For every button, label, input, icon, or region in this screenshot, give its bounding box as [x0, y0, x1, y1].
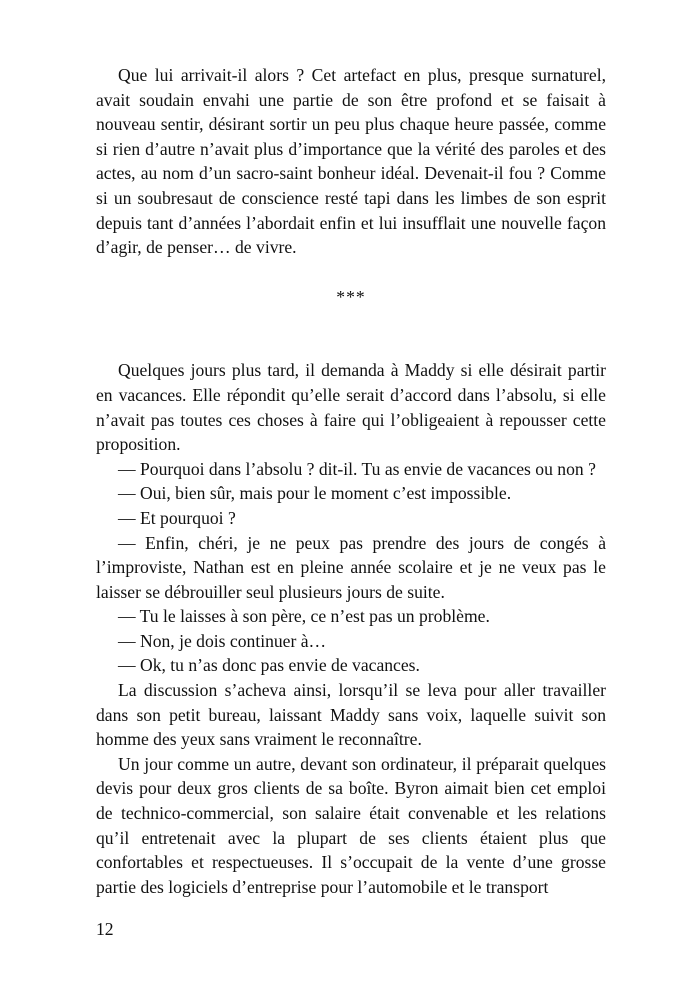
- dialogue-line: — Oui, bien sûr, mais pour le moment c’est impossible.: [118, 483, 512, 504]
- dialogue-line: — Pourquoi dans l’absolu ? dit-il. Tu as envie de vacances ou non ?: [118, 458, 596, 479]
- dialogue-line: — Et pourquoi ?: [118, 507, 236, 528]
- paragraph: Un jour comme un autre, devant son ordinateur, il préparait quelques devis pour deux gros clients de sa boîte. Byron aimait bien cet emploi de technico-commercial, son salaire était convenable et les relations qu’il entretenait avec la plupart de ses clients étaient plus que confortables et respectueuses. Il s’occupait de la vente d’une grosse partie des logiciels d’entreprise pour l’automobile et le transport: [96, 753, 606, 897]
- paragraph: Quelques jours plus tard, il demanda à Maddy si elle désirait partir en vacances. Elle répondit qu’elle serait d’accord dans l’absolu, si elle n’avait pas toutes ces choses à faire qui l’obligeaient à repousser cette proposition.: [96, 360, 606, 455]
- paragraph: Que lui arrivait-il alors ? Cet artefact en plus, presque surnaturel, avait soudain envahi une partie de son être profond et se faisait à nouveau sentir, désirant sortir un peu plus chaque heure passée, comme si rien d’autre n’avait plus d’importance que la vérité des paroles et des actes, au nom d’un sacro-saint bonheur idéal. Devenait-il fou ? Comme si un soubresaut de conscience resté tapi dans les limbes de son esprit depuis tant d’années l’abordait enfin et lui insufflait une nouvelle façon d’agir, de penser… de vivre.: [96, 65, 606, 258]
- paragraph: La discussion s’acheva ainsi, lorsqu’il se leva pour aller travailler dans son petit bureau, laissant Maddy sans voix, laquelle suivit son homme des yeux sans vraiment le reconnaître.: [96, 680, 606, 750]
- dialogue-line: — Ok, tu n’as donc pas envie de vacances.: [118, 655, 420, 676]
- section-separator: ***: [336, 286, 366, 307]
- dialogue-line: — Enfin, chéri, je ne peux pas prendre des jours de congés à l’improviste, Nathan est en pleine année scolaire et je ne veux pas le laisser se débrouiller seul plusieurs jours de suite.: [96, 532, 606, 602]
- page-number: 12: [96, 919, 114, 939]
- dialogue-line: — Non, je dois continuer à…: [118, 630, 327, 651]
- dialogue-line: — Tu le laisses à son père, ce n’est pas un problème.: [118, 606, 490, 627]
- body-text: [96, 63, 606, 899]
